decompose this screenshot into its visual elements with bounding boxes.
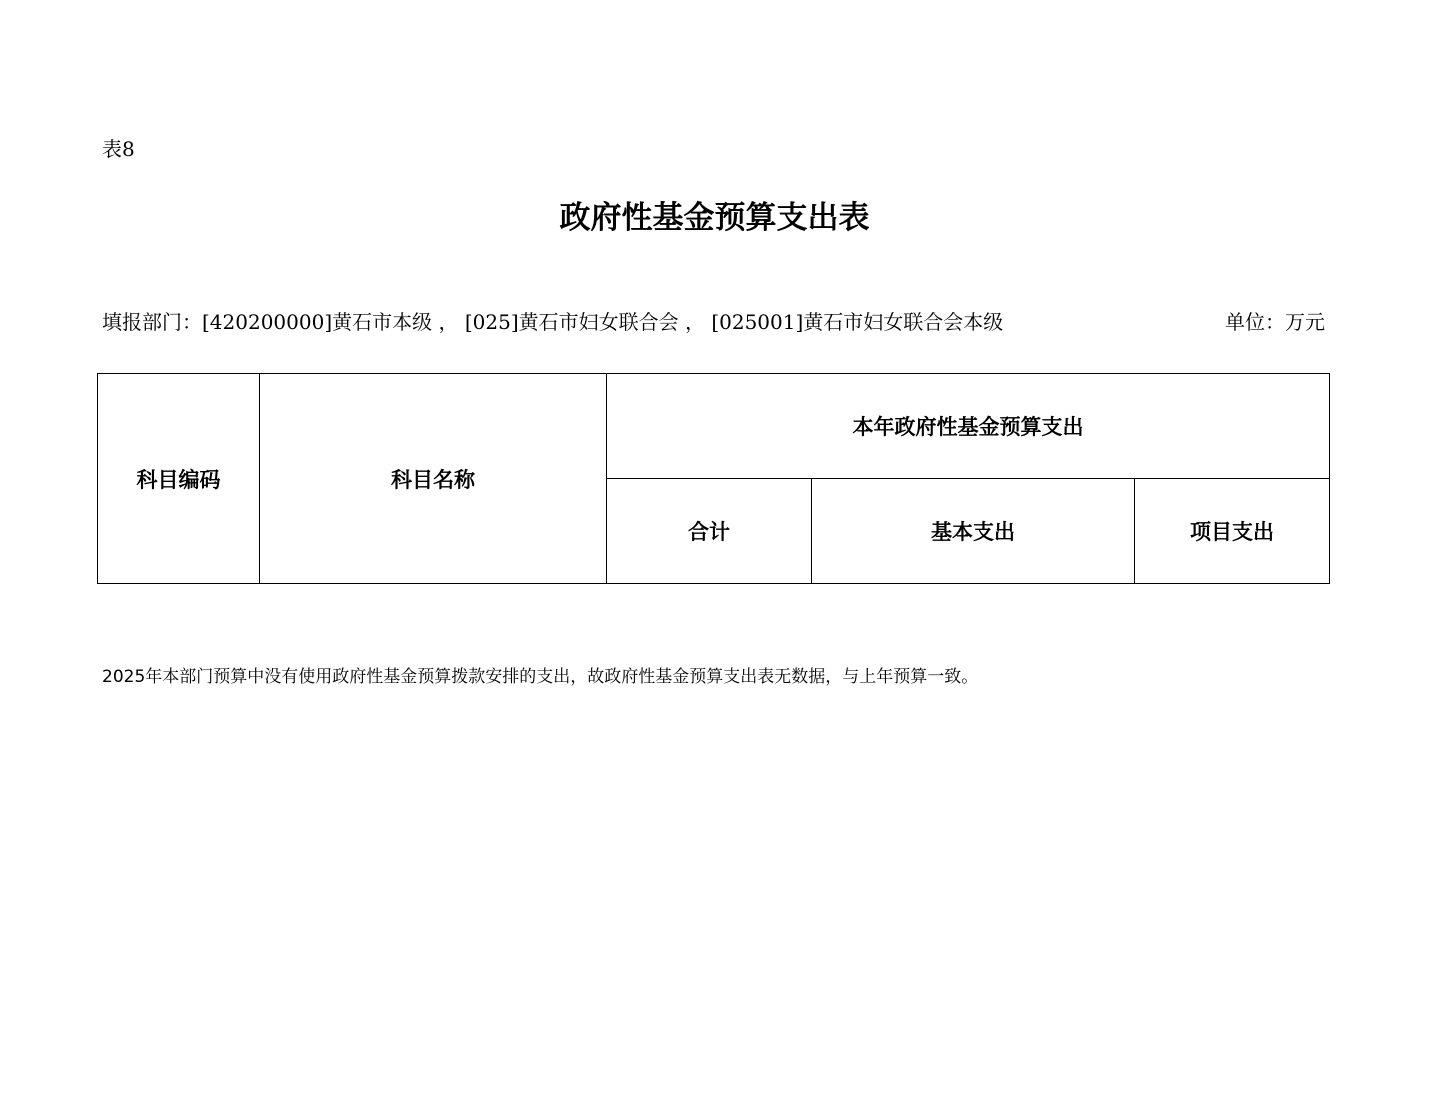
header-subject-name: 科目名称 xyxy=(260,374,607,584)
page-title: 政府性基金预算支出表 xyxy=(559,200,870,236)
header-project-expenditure: 项目支出 xyxy=(1135,479,1330,584)
table-number: 表8 xyxy=(102,137,135,161)
header-basic-expenditure: 基本支出 xyxy=(812,479,1135,584)
reporting-department: 填报部门：[420200000]黄石市本级 ， [025]黄石市妇女联合会 ， [025001]黄石市妇女联合会本级 xyxy=(102,310,1004,334)
budget-table xyxy=(97,373,1330,584)
table-header-row xyxy=(98,374,1330,479)
header-total: 合计 xyxy=(607,479,812,584)
header-current-year-fund-expenditure: 本年政府性基金预算支出 xyxy=(607,374,1330,479)
unit-label: 单位：万元 xyxy=(1225,310,1325,334)
explanatory-note: 2025年本部门预算中没有使用政府性基金预算拨款安排的支出，故政府性基金预算支出表无数据，与上年预算一致。 xyxy=(102,667,979,687)
header-subject-code: 科目编码 xyxy=(98,374,260,584)
